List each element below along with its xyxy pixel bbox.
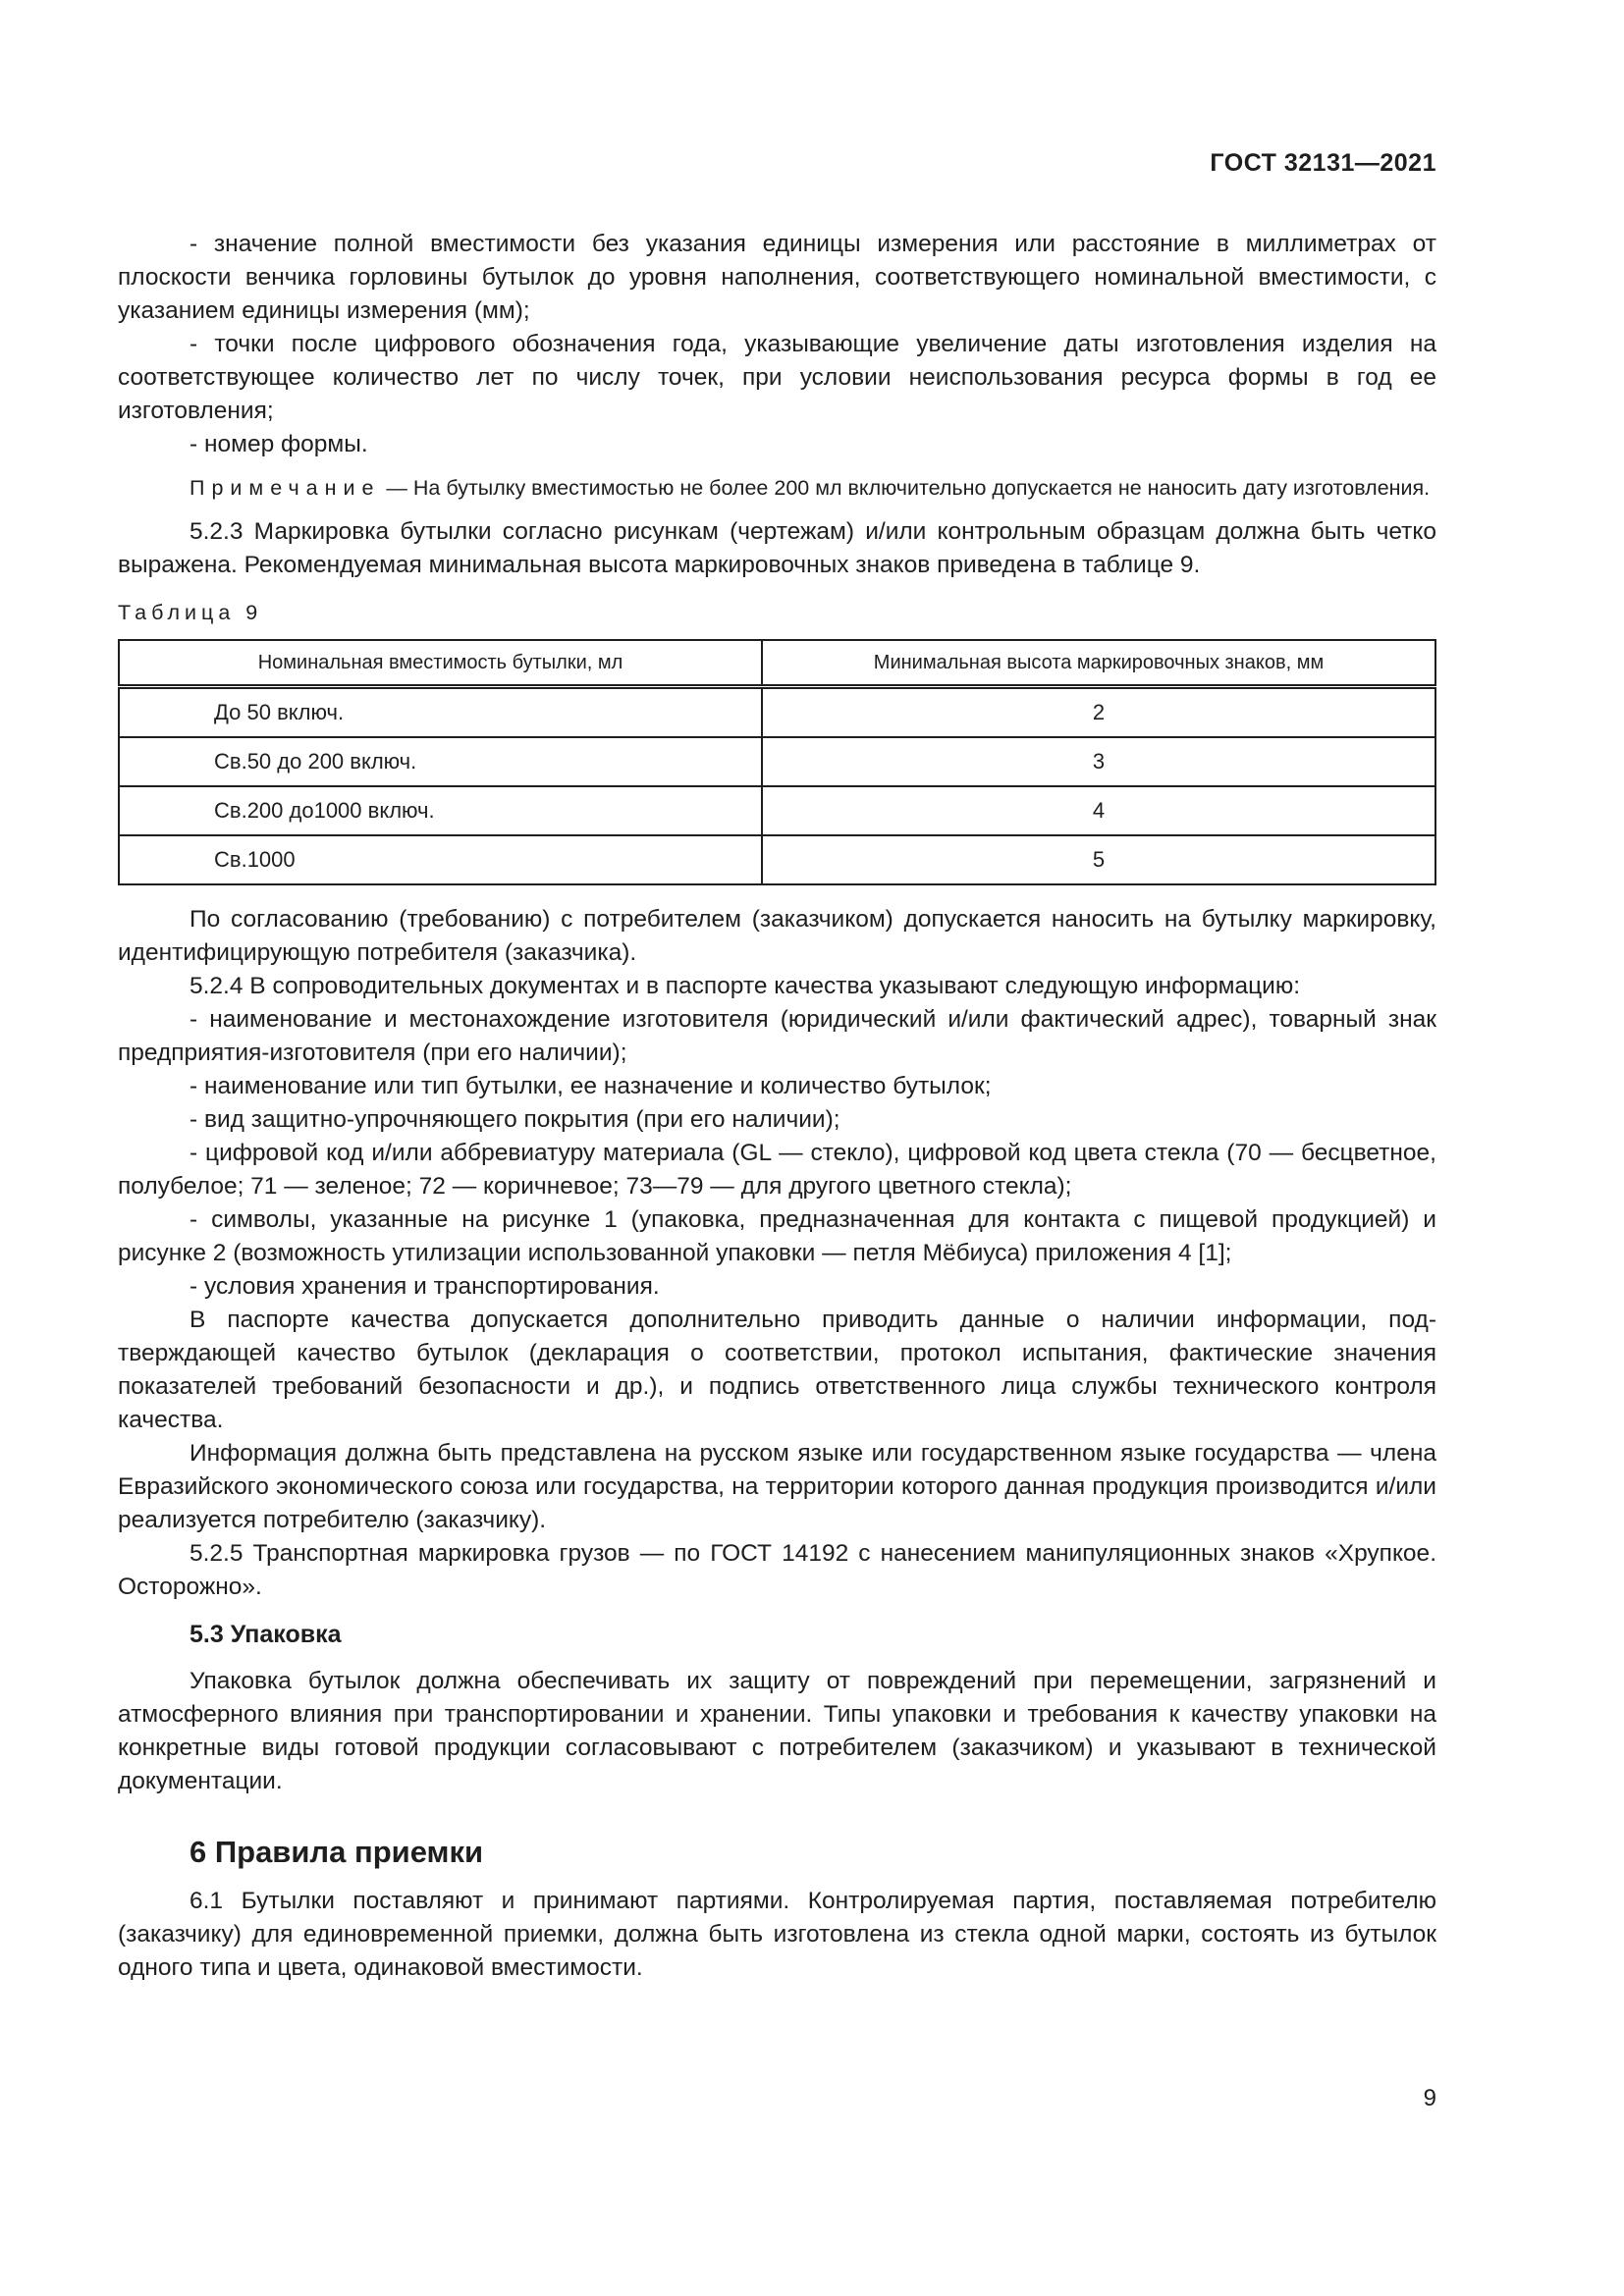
capacity-cell: Св.200 до1000 включ. [119,786,762,835]
note-text: — На бутылку вместимостью не более 200 мл включительно допускается не наносить дату изготовления. [380,476,1431,500]
note-label: Примечание [189,476,381,500]
list-item: - наименование или тип бутылки, ее назначение и количество бутылок; [189,1073,992,1099]
paragraph: По согласованию (требованию) с потребителем (заказчиком) допускается наносить на бутылку маркировку, идентифицирующую потребителя (заказчика). [118,906,1436,966]
list-item: - точки после цифрового обозначения года, указывающие увеличение даты изготовления изделия на соответствующее количество лет по числу точек, при условии неиспользования ресурса формы в год ее изготовления; [118,331,1436,424]
height-cell: 5 [762,835,1435,884]
paragraph-6-1: 6.1 Бутылки поставляют и принимают партиями. Контролируемая партия, поставляемая потребителю (заказчику) для единовременной приемки, должна быть изготовлена из стекла одной марки, состоять из бутылок одного типа и цвета, одинаковой вместимости. [118,1888,1436,1981]
paragraph: В паспорте качества допускается дополнительно приводить данные о наличии информации, подтверждающей качество бутылок (декларация о соответствии, протокол испытания, фактические значения показателей требований безопасности и др.), и подпись ответственного лица службы технического контроля качества. [118,1307,1436,1433]
table-row [119,786,1435,835]
height-cell: 3 [762,737,1435,786]
page-body [118,228,1436,1985]
list-item: - условия хранения и транспортирования. [189,1273,660,1300]
paragraph-5-2-5: 5.2.5 Транспортная маркировка грузов — по ГОСТ 14192 с нанесением манипуляционных знаков «Хрупкое. Осторожно». [118,1540,1436,1600]
list-item: - символы, указанные на рисунке 1 (упаковка, предназначенная для контакта с пищевой продукцией) и рисунке 2 (возможность утилизации использованной упаковки — петля Мёбиуса) приложения 4 [1]; [118,1206,1436,1266]
capacity-cell: Св.50 до 200 включ. [119,737,762,786]
paragraph-5-2-4: 5.2.4 В сопроводительных документах и в паспорте качества указывают следующую информацию: [189,973,1300,999]
list-item: - цифровой код и/или аббревиатуру материала (GL — стекло), цифровой код цвета стекла (70 — бесцветное, полубелое; 71 — зеленое; 72 — коричневое; 73—79 — для другого цветного стекла); [118,1140,1436,1200]
height-cell: 4 [762,786,1435,835]
table-caption: Таблица 9 [118,601,263,624]
column-header: Минимальная высота маркировочных знаков, мм [762,640,1435,687]
document-id-header: ГОСТ 32131—2021 [1210,149,1436,177]
table-row [119,687,1435,738]
section-heading-6: 6 Правила приемки [189,1835,484,1869]
note [118,473,1436,504]
list-item: - вид защитно-упрочняющего покрытия (при его наличии); [189,1106,840,1133]
height-cell: 2 [762,687,1435,738]
list-item: - наименование и местонахождение изготовителя (юридический и/или фактический адрес), товарный знак предприятия-изготовителя (при его наличии); [118,1006,1436,1066]
capacity-cell: До 50 включ. [119,687,762,738]
table-row [119,737,1435,786]
table-header-row [119,640,1435,687]
capacity-cell: Св.1000 [119,835,762,884]
table-row [119,835,1435,884]
list-item: - номер формы. [189,431,368,457]
table-9 [118,639,1436,885]
paragraph: Информация должна быть представлена на русском языке или государственном языке государства — члена Евразийского экономического союза или государства, на территории которого данная продукция производится и/или реализуется потребителю (заказчику). [118,1440,1436,1533]
column-header: Номинальная вместимость бутылки, мл [119,640,762,687]
list-item: - значение полной вместимости без указания единицы измерения или расстояние в миллиметрах от плоскости венчика горловины бутылок до уровня наполнения, соответствующего номинальной вместимости, с указанием единицы измерения (мм); [118,231,1436,324]
page-number: 9 [1423,2085,1436,2111]
paragraph-5-2-3: 5.2.3 Маркировка бутылки согласно рисункам (чертежам) и/или контрольным образцам должна быть четко выражена. Рекомендуемая минимальная высота маркировочных знаков приведена в таблице 9. [118,518,1436,578]
paragraph: Упаковка бутылок должна обеспечивать их защиту от повреждений при перемещении, загрязнений и атмосферного влияния при транспортировании и хранении. Типы упаковки и требования к качеству упаковки на конкретные виды готовой продукции согласовывают с потребителем (заказчиком) и указывают в технической документации. [118,1668,1436,1794]
section-heading-5-3: 5.3 Упаковка [189,1621,342,1648]
